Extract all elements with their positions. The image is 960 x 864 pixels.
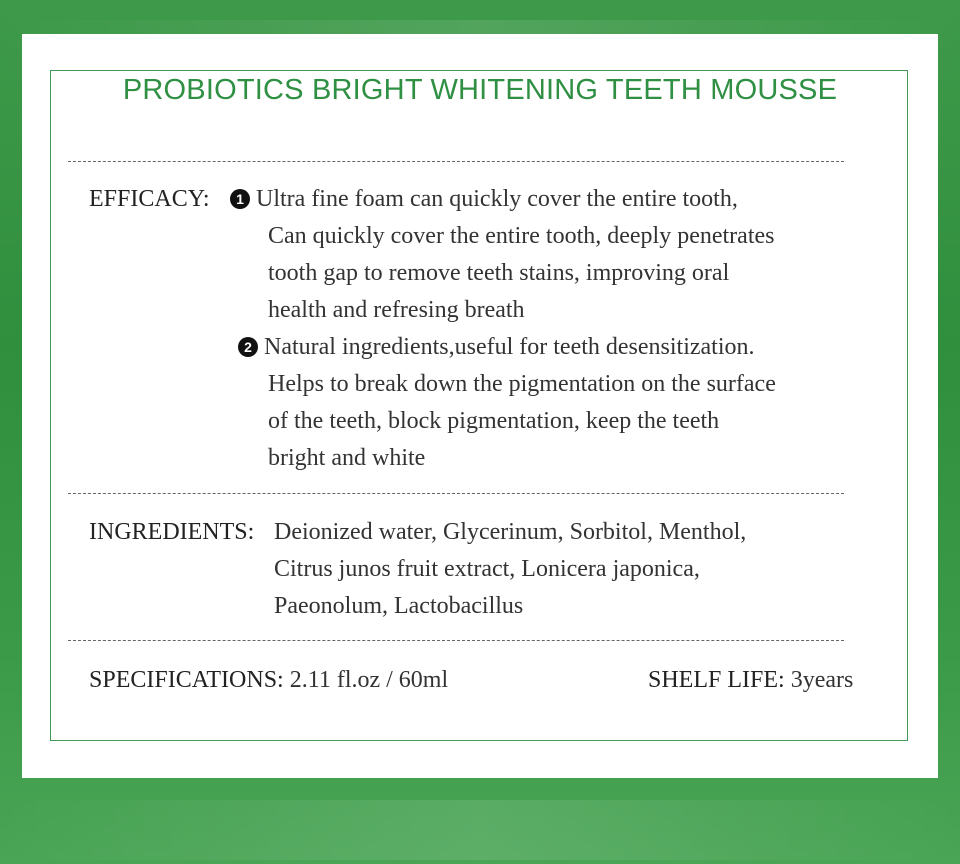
shelf-life-value: 3years	[790, 667, 854, 693]
efficacy-item-2-line-4: bright and white	[268, 445, 426, 471]
specifications-label: SPECIFICATIONS:	[89, 667, 284, 693]
efficacy-item-2-line-2: Helps to break down the pigmentation on the surface	[268, 371, 776, 397]
background-streak-bottom	[0, 800, 960, 860]
product-title: PROBIOTICS BRIGHT WHITENING TEETH MOUSSE	[122, 74, 838, 106]
efficacy-item-2-line-3: of the teeth, block pigmentation, keep the teeth	[268, 408, 720, 434]
efficacy-item-1-line-1: 1 Ultra fine foam can quickly cover the entire tooth,	[230, 181, 738, 218]
shelf-life	[648, 662, 853, 699]
ingredients-line-1: Deionized water, Glycerinum, Sorbitol, Menthol,	[274, 519, 747, 545]
shelf-life-label: SHELF LIFE:	[648, 667, 785, 693]
efficacy-item-1-line-2: Can quickly cover the entire tooth, deeply penetrates	[268, 223, 775, 249]
efficacy-item-2-line-1: 2 Natural ingredients,useful for teeth desensitization.	[238, 329, 755, 366]
divider-3	[68, 640, 844, 641]
ingredients-line-3: Paeonolum, Lactobacillus	[274, 593, 524, 619]
ingredients-line-2: Citrus junos fruit extract, Lonicera japonica,	[274, 556, 700, 582]
number-1-icon: 1	[230, 189, 250, 209]
divider-1	[68, 161, 844, 162]
efficacy-label: EFFICACY:	[89, 186, 210, 212]
efficacy-item-1-line-3: tooth gap to remove teeth stains, improving oral	[268, 260, 730, 286]
ingredients-label: INGREDIENTS:	[89, 519, 255, 545]
efficacy-item-1-line-4: health and refresing breath	[268, 297, 525, 323]
divider-2	[68, 493, 844, 494]
specifications-value: 2.11 fl.oz / 60ml	[289, 667, 449, 693]
specifications	[89, 662, 448, 699]
number-2-icon: 2	[238, 337, 258, 357]
